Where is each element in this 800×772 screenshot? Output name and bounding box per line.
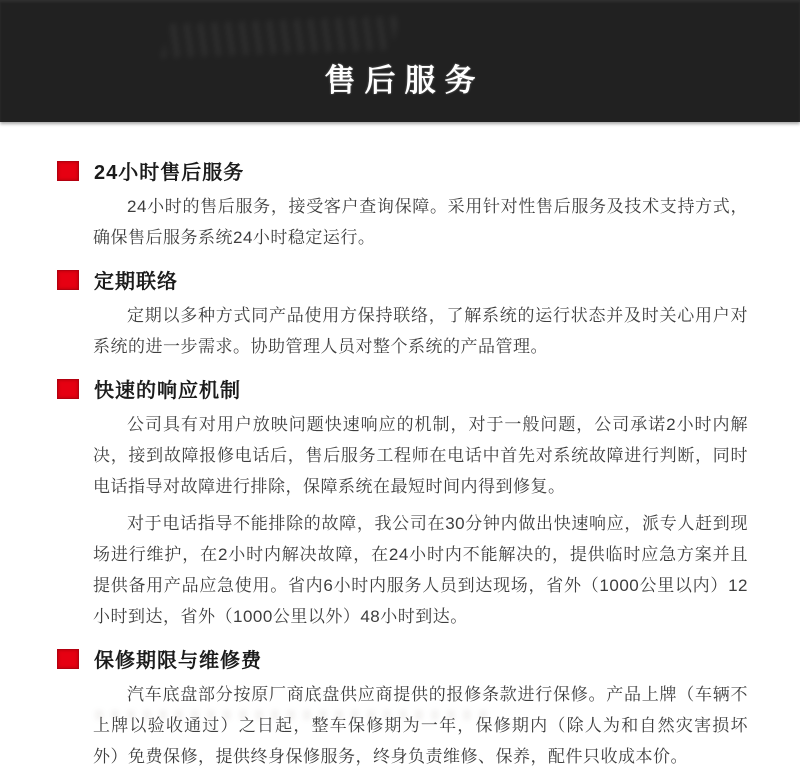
section-paragraph: 公司具有对用户放映问题快速响应的机制，对于一般问题，公司承诺2小时内解决，接到故障报修电话后，售后服务工程师在电话中首先对系统故障进行判断，同时电话指导对故障进行排除，保障系统在最短时间内得到修复。 [93,415,748,496]
section-body [93,191,748,253]
red-square-bullet-icon [57,270,79,290]
section-paragraph: 24小时的售后服务，接受客户查询保障。采用针对性售后服务及技术支持方式，确保售后服务系统24小时稳定运行。 [93,197,748,247]
section-fast-response [57,374,750,632]
footer-watermark [95,710,495,720]
red-square-bullet-icon [57,161,79,181]
section-header [57,644,750,673]
service-content [0,122,800,772]
header-watermark [161,16,399,58]
red-square-bullet-icon [57,649,79,669]
section-header [57,374,750,403]
section-warranty [57,644,750,772]
section-header [57,156,750,185]
section-paragraph: 定期以多种方式同产品使用方保持联络，了解系统的运行状态并及时关心用户对系统的进一步需求。协助管理人员对整个系统的产品管理。 [93,306,748,356]
section-24h-service [57,156,750,253]
section-heading: 保修期限与维修费 [94,650,262,672]
red-square-bullet-icon [57,379,79,399]
page-header-banner [0,0,800,122]
section-body [93,409,748,632]
section-heading: 快速的响应机制 [94,380,241,402]
section-heading: 定期联络 [94,271,178,293]
section-header [57,265,750,294]
section-regular-contact [57,265,750,362]
section-paragraph: 对于电话指导不能排除的故障，我公司在30分钟内做出快速响应，派专人赶到现场进行维护，在2小时内解决故障，在24小时内不能解决的，提供临时应急方案并且提供备用产品应急使用。省内6小时内服务人员到达现场，省外（1000公里以内）12小时到达，省外（1000公里以外）48小时到达。 [93,514,748,626]
page-title: 售后服务 [324,63,485,98]
section-paragraph: 汽车底盘部分按原厂商底盘供应商提供的报修条款进行保修。产品上牌（车辆不上牌以验收通过）之日起，整车保修期为一年，保修期内（除人为和自然灾害损坏外）免费保修，提供终身保修服务，终身负责维修、保养，配件只收成本价。 [93,685,748,766]
section-body [93,300,748,362]
section-heading: 24小时售后服务 [94,162,245,184]
section-body [93,679,748,772]
